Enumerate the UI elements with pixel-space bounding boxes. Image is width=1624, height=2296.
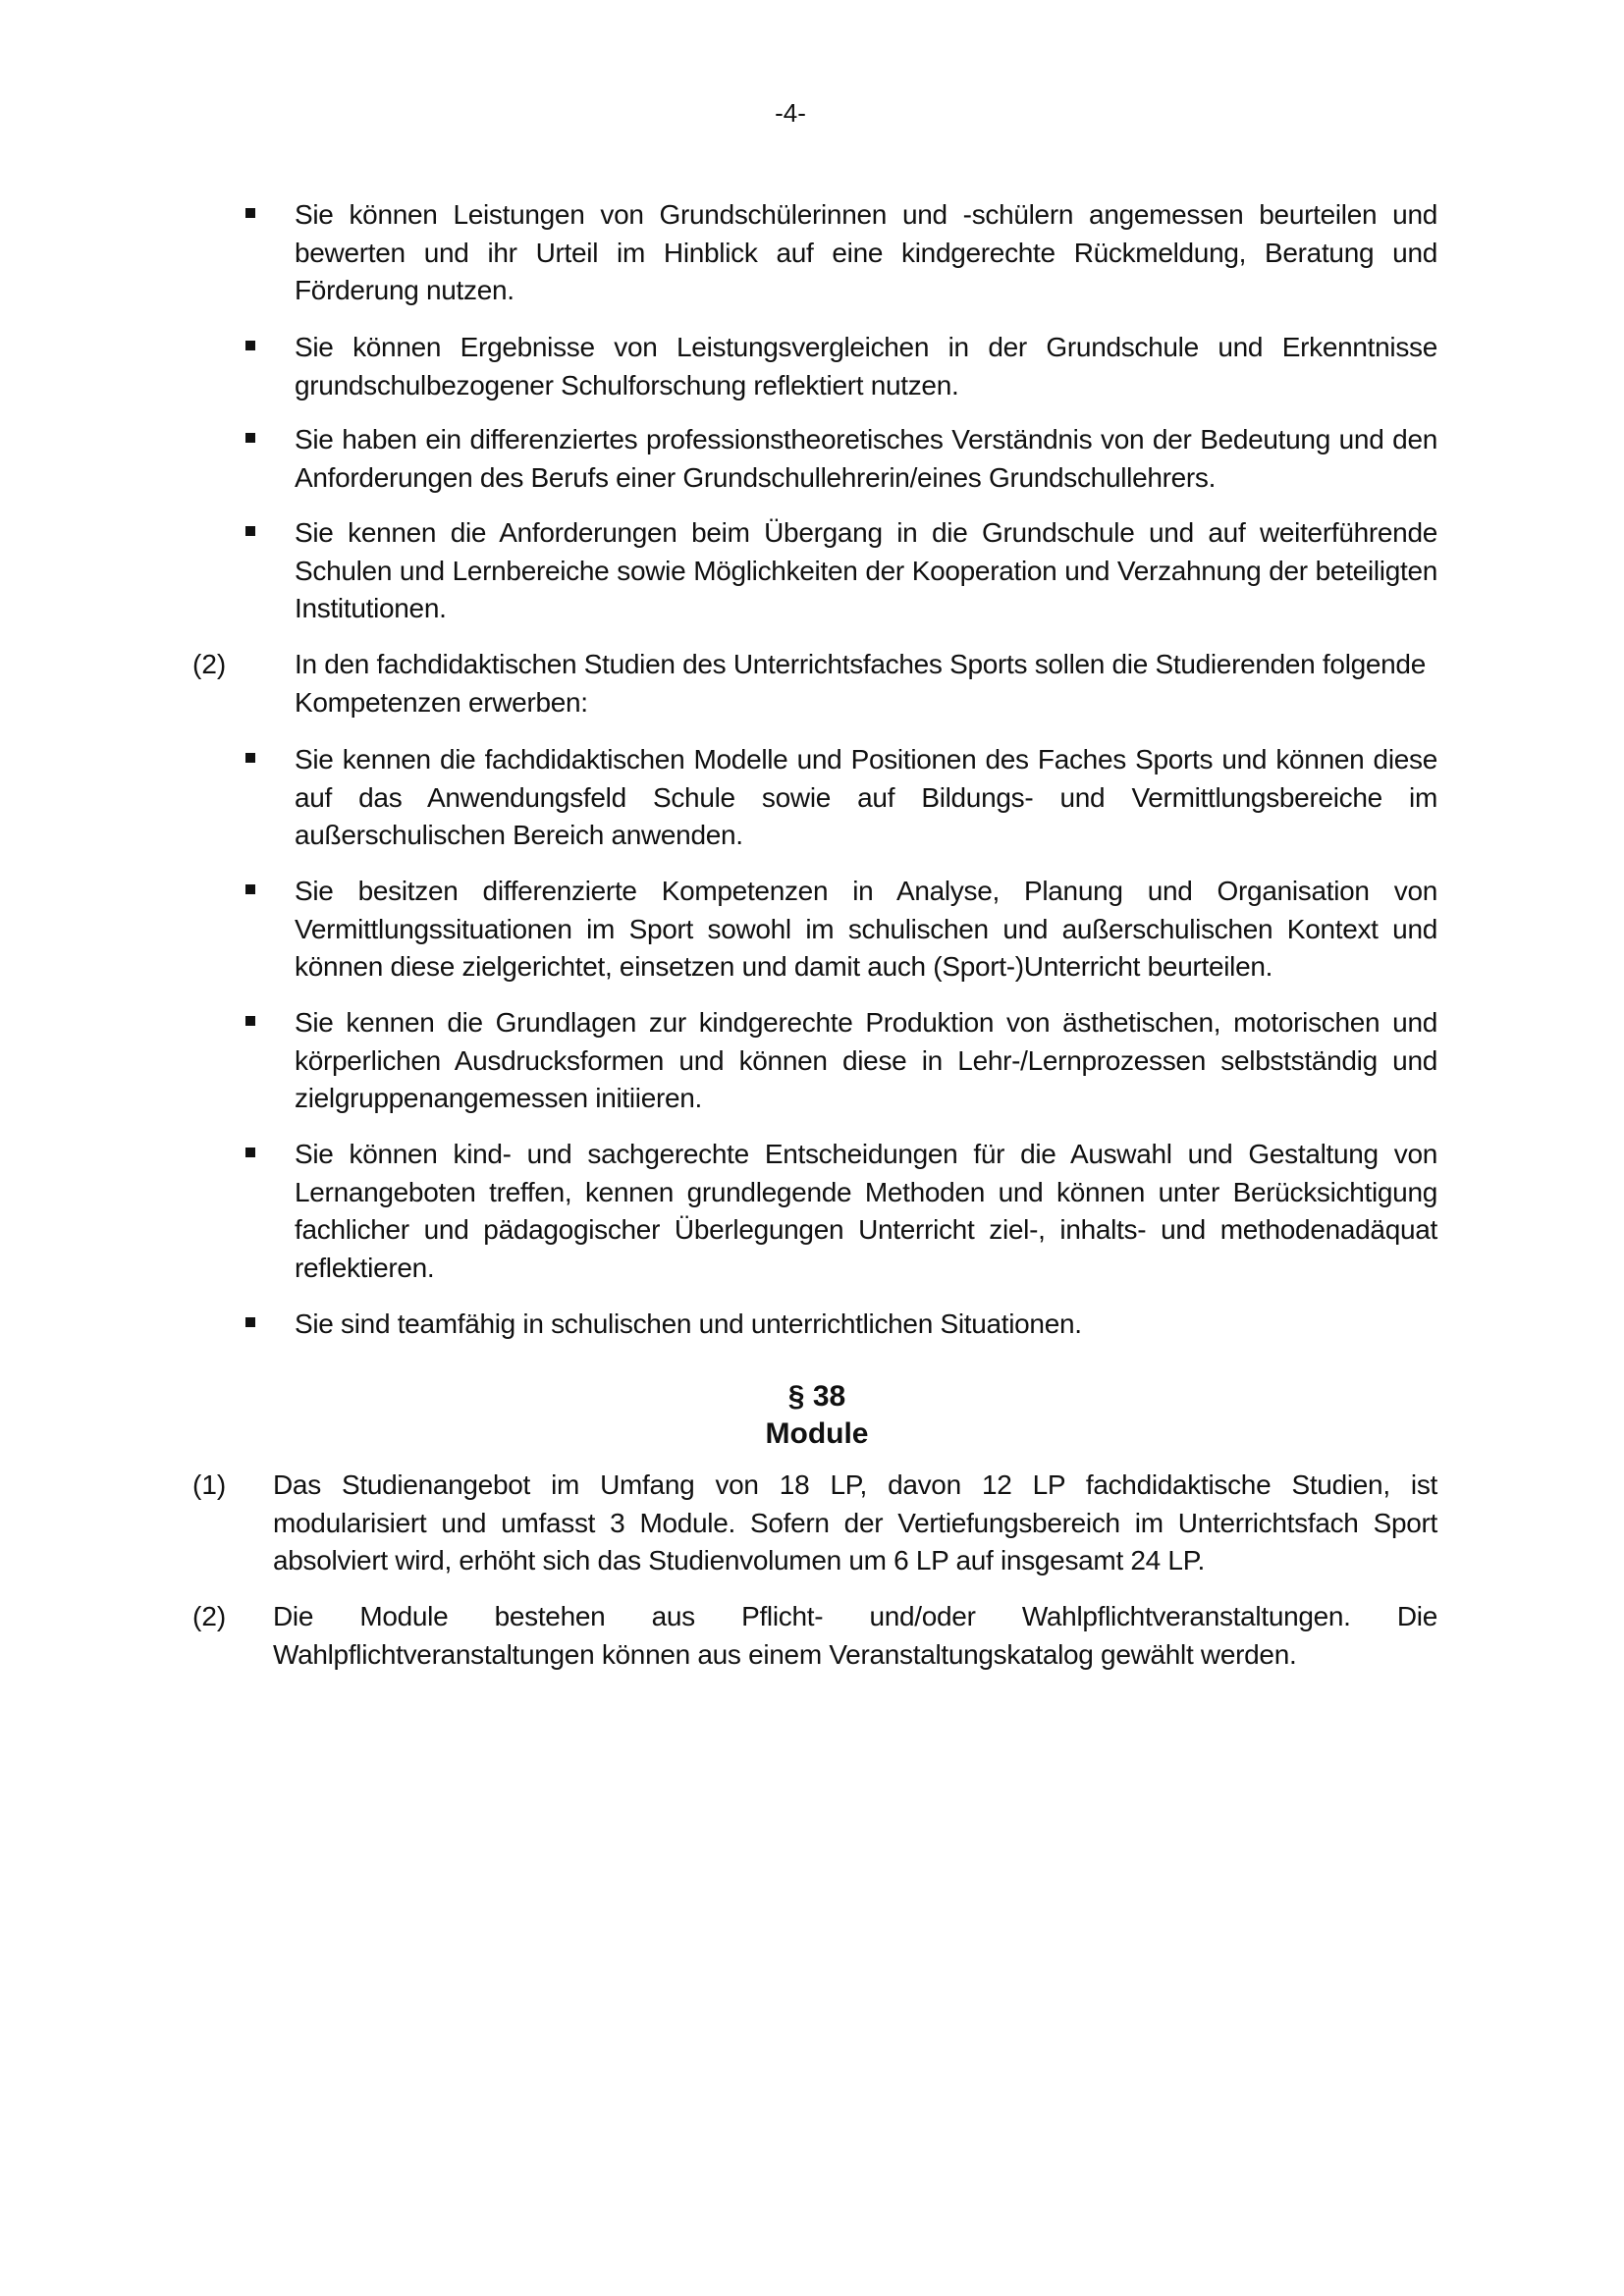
list-item (245, 873, 1437, 987)
list-item (245, 421, 1437, 497)
list-item (245, 1306, 1437, 1344)
paragraph-text: Die Module bestehen aus Pflicht- und/oder Wahlpflichtveranstaltungen. Die Wahlpflichtveranstaltungen können aus einem Veranstaltungskatalog gewählt werden. (273, 1601, 1437, 1670)
list-item (245, 1004, 1437, 1118)
page-number: -4- (775, 98, 806, 128)
list-item (245, 741, 1437, 855)
square-bullet-icon (245, 753, 255, 763)
list-item-text: Sie besitzen differenzierte Kompetenzen in Analyse, Planung und Organisation von Vermittlungssituationen im Sport sowohl im schulischen und außerschulischen Kontext und können diese zielgerichtet, einsetzen und damit auch (Sport-)Unterricht beurteilen. (295, 876, 1437, 982)
square-bullet-icon (245, 1317, 255, 1327)
list-item-text: Sie können Ergebnisse von Leistungsvergleichen in der Grundschule und Erkenntnisse grundschulbezogener Schulforschung reflektiert nutzen. (295, 332, 1437, 400)
paragraph-2 (192, 646, 1437, 721)
list-item-text: Sie haben ein differenziertes professionstheoretisches Verständnis von der Bedeutung und den Anforderungen des Berufs einer Grundschullehrerin/eines Grundschullehrers. (295, 424, 1437, 493)
square-bullet-icon (245, 884, 255, 894)
paragraph-number: (1) (192, 1469, 227, 1500)
list-item-text: Sie sind teamfähig in schulischen und unterrichtlichen Situationen. (295, 1308, 1082, 1339)
list-item-text: Sie kennen die Grundlagen zur kindgerechte Produktion von ästhetischen, motorischen und körperlichen Ausdrucksformen und können diese in Lehr-/Lernprozessen selbstständig und zielgruppenangemessen initiieren. (295, 1007, 1437, 1113)
square-bullet-icon (245, 1148, 255, 1157)
list-item (245, 514, 1437, 628)
list-item-text: Sie können kind- und sachgerechte Entscheidungen für die Auswahl und Gestaltung von Lernangeboten treffen, kennen grundlegende Methoden und können unter Berücksichtigung fachlicher und pädagogischer Überlegungen Unterricht ziel-, inhalts- und methodenadäquat reflektieren. (295, 1139, 1437, 1283)
paragraph-number: (2) (192, 1601, 227, 1631)
paragraph-number: (2) (192, 649, 227, 679)
section-number: § 38 (787, 1380, 846, 1413)
paragraph-text: Das Studienangebot im Umfang von 18 LP, davon 12 LP fachdidaktische Studien, ist modularisiert und umfasst 3 Module. Sofern der Vertiefungsbereich im Unterrichtsfach Sport absolviert wird, erhöht sich das Studienvolumen um 6 LP auf insgesamt 24 LP. (273, 1469, 1437, 1575)
square-bullet-icon (245, 341, 255, 350)
square-bullet-icon (245, 1016, 255, 1026)
square-bullet-icon (245, 208, 255, 218)
list-item (245, 1136, 1437, 1287)
list-item (245, 196, 1437, 310)
section-paragraph-1 (192, 1467, 1437, 1580)
list-item-text: Sie kennen die fachdidaktischen Modelle und Positionen des Faches Sports und können diese auf das Anwendungsfeld Schule sowie auf Bildungs- und Vermittlungsbereiche im außerschulischen Bereich anwenden. (295, 744, 1437, 850)
square-bullet-icon (245, 526, 255, 536)
section-title: Module (765, 1417, 869, 1450)
list-item-text: Sie kennen die Anforderungen beim Übergang in die Grundschule und auf weiterführende Schulen und Lernbereiche sowie Möglichkeiten der Kooperation und Verzahnung der beteiligten Institutionen. (295, 517, 1437, 623)
paragraph-text: In den fachdidaktischen Studien des Unterrichtsfaches Sports sollen die Studierenden folgende Kompetenzen erwerben: (295, 649, 1426, 718)
list-item (245, 329, 1437, 404)
list-item-text: Sie können Leistungen von Grundschülerinnen und -schülern angemessen beurteilen und bewerten und ihr Urteil im Hinblick auf eine kindgerechte Rückmeldung, Beratung und Förderung nutzen. (295, 199, 1437, 305)
section-paragraph-2 (192, 1598, 1437, 1674)
square-bullet-icon (245, 433, 255, 443)
